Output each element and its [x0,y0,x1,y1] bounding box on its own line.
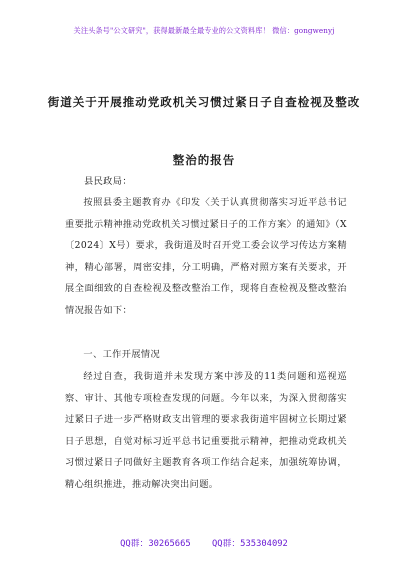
paragraph-section-1: 经过自查，我街道并未发现方案中涉及的11类问题和巡视巡察、审计、其他专项检查发现的问题。今年以来，为深入贯彻落实过紧日子进一步严格财政支出管理的要求我街道牢固树立长期过紧日子思想，自觉对标习近平总书记重要批示精神，把推动党政机关习惯过紧日子同做好主题教育各项工作结合起来，加强统筹协调，精心组织推进，推动解决突出问题。 [65,371,347,490]
footer-qq-group-1: QQ群：30265665 [120,539,191,549]
section-heading-1: 一、工作开展情况 [83,349,161,360]
footer-qq-group-2: QQ群：535304092 [212,539,288,549]
document-title-line-1: 街道关于开展推动党政机关习惯过紧日子自查检视及整改 [47,95,361,109]
paragraph-intro: 按照县委主题教育办《印发〈关于认真贯彻落实习近平总书记重要批示精神推动党政机关习惯过紧日子的工作方案〉的通知》（X〔2024〕X号）要求，我街道及时召开党工委会议学习传达方案精神，精心部署，周密安排，分工明确，严格对照方案有关要求，开展全面细致的自查检视及整改整治工作，现将自查检视及整改整治情况报告如下： [65,197,347,316]
header-banner: 关注头条号"公文研究"，获得最新最全最专业的公文资料库！ 微信：gongwenyj [73,26,335,35]
document-title-line-2: 整治的报告 [172,153,236,167]
footer-contact [0,536,408,549]
salutation: 县民政局： [84,176,132,187]
